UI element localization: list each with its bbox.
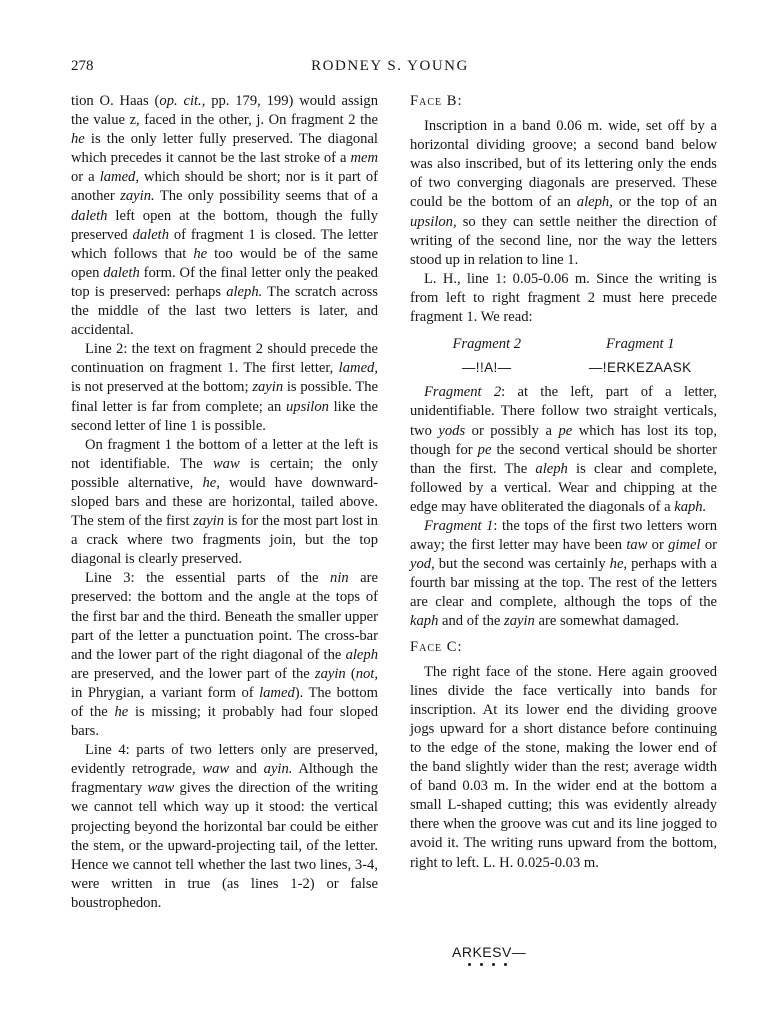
left-column: [71, 92, 378, 913]
running-head: RODNEY S. YOUNG: [311, 58, 469, 74]
dot-mark: [480, 963, 483, 966]
text-run: or the top of an: [612, 194, 718, 211]
text-run: Although the fragmentary: [71, 761, 379, 797]
text-run: are preserved, and the lower part of the: [71, 665, 315, 682]
text-run: Line 2: the text on fragment 2 should precede the continuation on fragment 1. The first letter,: [71, 341, 378, 377]
italic-term: aleph.: [226, 283, 263, 300]
text-run: The only possibility seems that of a: [154, 188, 378, 205]
italic-term: ayin.: [263, 761, 293, 778]
paragraph: [410, 117, 717, 270]
text-run: or possibly a: [465, 422, 559, 439]
fragment-2-cell: [410, 335, 564, 383]
text-run: or a: [71, 169, 100, 186]
text-run: which has lost its top, though for: [410, 422, 717, 458]
italic-term: nin: [330, 570, 349, 587]
text-run: is the only letter fully preserved. The diagonal which precedes it cannot be the last stroke of a: [71, 131, 378, 167]
italic-term: lamed,: [99, 169, 140, 186]
italic-term: lamed: [259, 684, 295, 701]
italic-term: aleph: [345, 646, 378, 663]
text-run: of fragment 1 is closed. The letter which follows that: [71, 226, 378, 262]
text-run: Inscription in a band 0.06 m. wide, set off by a horizontal dividing groove; a second band below was also inscribed, but of its lettering only the ends of two converging diagonals are preserved. These could be the bottom of an: [410, 118, 717, 211]
text-run: is certain; the only possible alternative,: [71, 455, 379, 491]
italic-term: zayin: [314, 665, 346, 682]
italic-term: Fragment 2: [424, 384, 502, 401]
text-run: The right face of the stone. Here again grooved lines divide the face vertically into bands for inscription. At its lower end the dividing groove jogs upward for a short distance before continuing to the edge of the stone, making the lower end of the band slightly wider than the rest; average width of band 0.03 m. In the wider end at the bottom a small L-shaped cutting; this was evidently already there when the groove was cut and its line jogged to avoid it. The writing runs upward from the bottom, right to left. L. H. 0.025-0.03 m.: [410, 663, 717, 871]
paragraph: [71, 92, 378, 340]
dot-mark: [492, 963, 495, 966]
text-run: and of the: [438, 613, 505, 630]
text-run: but the second was certainly: [434, 556, 610, 573]
text-run: which should be short; nor is it part of another: [71, 169, 378, 205]
italic-term: waw: [147, 780, 175, 797]
text-run: (: [345, 665, 356, 682]
text-run: like the second letter of line 1 is possible.: [71, 398, 378, 434]
italic-term: yods: [438, 422, 466, 439]
italic-term: aleph: [535, 460, 568, 477]
italic-term: upsilon,: [410, 213, 457, 230]
italic-term: kaph.: [674, 498, 707, 515]
text-run: : the tops of the first two letters worn away; the first letter may have been: [410, 517, 717, 554]
italic-term: mem: [350, 150, 378, 167]
fragment-transcription: —!ERKEZAASK: [588, 360, 692, 376]
paragraph: [410, 270, 717, 327]
text-run: Line 3: the essential parts of the: [85, 570, 331, 587]
fragment-label: Fragment 1: [605, 336, 675, 353]
right-column: [410, 92, 717, 873]
text-run: Line 4: parts of two letters only are preserved, evidently retrograde,: [71, 742, 378, 778]
face-c-heading: Face C:: [410, 638, 463, 655]
fragment-transcription: —!!A!—: [461, 360, 512, 376]
text-run: L. H., line 1: 0.05-0.06 m. Since the writing is from left to right fragment 2 must here precede fragment 1. We read:: [410, 270, 717, 326]
fragment-label: Fragment 2: [452, 336, 521, 353]
italic-term: he,: [202, 474, 220, 491]
text-run: and: [229, 761, 264, 778]
italic-term: he: [193, 245, 208, 262]
paragraph: [71, 436, 378, 570]
italic-term: gimel: [668, 537, 701, 554]
fragment-1-cell: [564, 335, 718, 383]
italic-term: taw: [626, 537, 648, 554]
italic-term: aleph,: [576, 194, 613, 211]
paragraph: [71, 741, 378, 913]
inscription-dots: [466, 963, 516, 967]
text-run: is not preserved at the bottom;: [71, 379, 253, 396]
text-run: ). The bottom of the: [71, 684, 378, 720]
text-run: or: [647, 537, 669, 554]
text-run: The scratch across the middle of the last two letters is later, and accidental.: [71, 283, 378, 339]
text-run: is possible. The final letter is far from complete; an: [71, 379, 379, 415]
italic-term: he,: [609, 556, 628, 573]
text-run: gives the direction of the writing we cannot tell which way up it stood: the vertical projecting beyond the horizontal bar could be either the stem, or the upward-projecting tail, of the letter. Hence we cannot tell whether the last two lines, 3-4, were written in true (as lines 1-2) or false boustrophedon.: [71, 780, 378, 911]
paragraph: [71, 340, 378, 435]
text-run: tion O. Haas (: [71, 93, 160, 109]
text-run: in Phrygian, a variant form of: [71, 684, 260, 701]
text-run: , pp. 179, 199) would assign the value z, faced in the other, j. On fragment 2 the: [71, 93, 378, 129]
text-run: are preserved: the bottom and the angle at the tops of the first bar and the third. Beneath the smaller upper part of the letter a punctuation point. The cross-bar and the lower part of the right diagonal of the: [71, 570, 378, 663]
text-run: : at the left, part of a letter, unidentifiable. There follow two straight verticals, two: [410, 384, 717, 439]
italic-term: he: [71, 131, 85, 148]
dot-mark: [504, 963, 507, 966]
text-run: the second vertical should be shorter than the first. The: [410, 441, 717, 477]
italic-term: yod,: [410, 556, 435, 573]
dot-mark: [468, 963, 471, 966]
text-run: On fragment 1 the bottom of a letter at the left is not identifiable. The: [71, 436, 378, 472]
paragraph: [410, 663, 717, 873]
text-run: form. Of the final letter only the peaked top is preserved: perhaps: [71, 264, 378, 300]
italic-term: op. cit.: [159, 93, 202, 109]
text-run: left open at the bottom, though the fully preserved: [71, 207, 378, 243]
italic-term: lamed,: [338, 360, 378, 377]
text-run: or: [700, 537, 717, 554]
italic-term: daleth: [103, 264, 140, 281]
text-run: so they can settle neither the direction of writing of the second line, nor the way the letters stood up in relation to line 1.: [410, 213, 717, 268]
text-run: would have downward-sloped bars and these are horizontal, tailed above. The stem of the first: [71, 474, 378, 530]
closing-inscription: ARKESV—: [452, 944, 527, 960]
text-run: is missing; it probably had four sloped bars.: [71, 704, 378, 740]
italic-term: Fragment 1: [424, 517, 494, 534]
paragraph: [71, 569, 378, 741]
paragraph: [410, 517, 717, 632]
italic-term: daleth: [132, 226, 170, 243]
italic-term: zayin: [193, 513, 225, 530]
italic-term: waw: [202, 761, 230, 778]
page-number: 278: [71, 58, 94, 74]
italic-term: kaph: [410, 613, 439, 630]
text-run: too would be of the same open: [71, 245, 378, 281]
italic-term: zayin: [252, 379, 284, 396]
paragraph: [410, 383, 717, 517]
italic-term: he: [114, 704, 129, 720]
italic-term: pe: [558, 422, 573, 439]
italic-term: not,: [355, 665, 378, 682]
text-run: is clear and complete, followed by a vertical. Wear and chipping at the edge may have obliterated the diagonals of a: [410, 460, 717, 515]
text-run: perhaps with a fourth bar missing at the top. The rest of the letters are clear and complete, although the tops of the: [410, 556, 717, 611]
italic-term: pe: [477, 441, 492, 458]
italic-term: zayin.: [120, 188, 155, 205]
italic-term: zayin: [504, 613, 535, 630]
text-run: is for the most part lost in a crack where two fragments join, but the top diagonal is clearly preserved.: [71, 513, 378, 568]
text-run: are somewhat damaged.: [534, 613, 680, 630]
italic-term: waw: [212, 455, 240, 472]
fragment-table: [410, 335, 717, 383]
face-b-heading: Face B:: [410, 93, 463, 109]
italic-term: upsilon: [285, 398, 329, 415]
italic-term: daleth: [71, 207, 108, 224]
